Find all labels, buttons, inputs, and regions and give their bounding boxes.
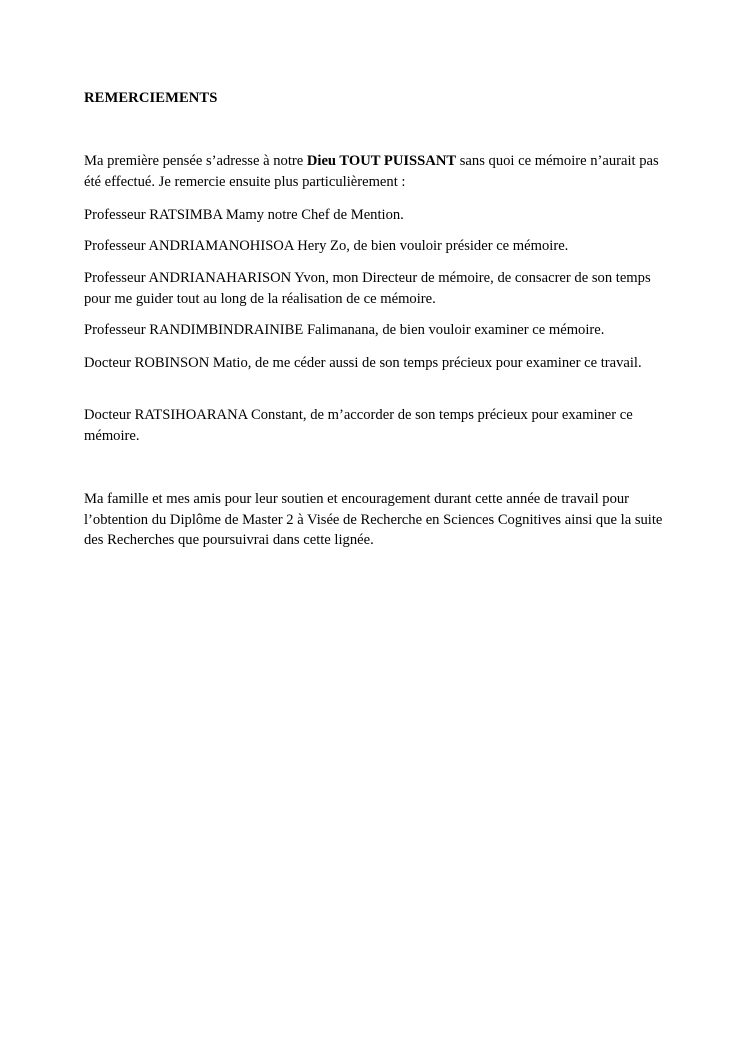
page-title: REMERCIEMENTS xyxy=(84,90,218,106)
intro-bold-text: Dieu TOUT PUISSANT xyxy=(306,153,457,169)
intro-paragraph xyxy=(84,151,664,192)
acknowledgement-paragraph: Professeur RANDIMBINDRAINIBE Falimanana, de bien vouloir examiner ce mémoire. xyxy=(84,322,605,338)
intro-text-start: Ma première pensée s’adresse à notre xyxy=(84,153,307,169)
intro-text-end: sans quoi ce mémoire n’aurait pas été effectué. Je remercie ensuite plus particulièrement : xyxy=(84,153,659,190)
acknowledgement-paragraph: Professeur RATSIMBA Mamy notre Chef de Mention. xyxy=(84,207,404,223)
acknowledgement-paragraph: Docteur RATSIHOARANA Constant, de m’accorder de son temps précieux pour examiner ce mémoire. xyxy=(84,407,633,444)
acknowledgement-paragraph: Professeur ANDRIAMANOHISOA Hery Zo, de bien vouloir présider ce mémoire. xyxy=(84,238,569,254)
family-paragraph: Ma famille et mes amis pour leur soutien et encouragement durant cette année de travail pour l’obtention du Diplôme de Master 2 à Visée de Recherche en Sciences Cognitives ainsi que la suite des Recherches que poursuivrai dans cette lignée. xyxy=(84,491,663,548)
acknowledgement-paragraph: Professeur ANDRIANAHARISON Yvon, mon Directeur de mémoire, de consacrer de son temps pour me guider tout au long de la réalisation de ce mémoire. xyxy=(84,270,651,307)
acknowledgement-paragraph: Docteur ROBINSON Matio, de me céder aussi de son temps précieux pour examiner ce travail. xyxy=(84,355,642,371)
